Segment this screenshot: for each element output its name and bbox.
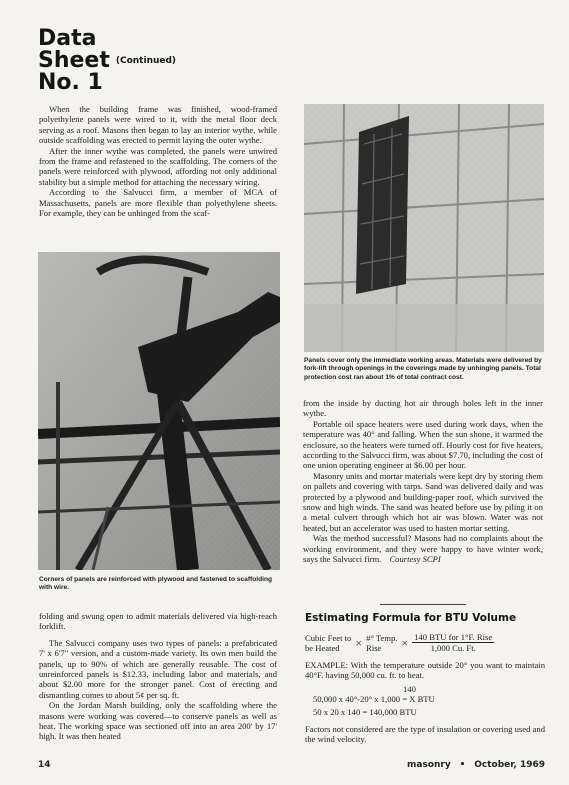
caption-right: Panels cover only the immediate working areas. Materials were delivered by fork-lift through openings in the coverings made by unhinging panels. Total protection cost ran about 1% of total contract cost. [304,357,542,381]
page-number: 14 [38,760,51,770]
footer-bullet: • [459,760,466,770]
fraction-numerator: 140 BTU for 1°F. Rise [414,632,493,642]
calc-line-1: 50,000 x 40°-20° x 1,000 = X BTU [313,694,435,705]
formula-term-1a: Cubic Feet to [305,632,352,643]
panels-photo [304,104,544,352]
col2-text [303,398,543,565]
title-line-3: No. 1 [38,70,103,95]
formula-term-2b: Rise [366,642,382,653]
paragraph [303,533,543,564]
scaffolding-photo [38,252,280,570]
calc-line-2: 50 x 20 x 140 = 140,000 BTU [313,707,417,718]
formula-fraction [412,632,494,654]
title-line-2: Sheet [38,48,110,73]
issue-date: October, 1969 [474,760,545,770]
scaffolding-illustration [38,252,280,570]
paragraph: When the building frame was finished, wood-framed polyethylene panels were wired to it, with the metal floor deck serving as a roof. Masons then began to lay an interior wythe, while outside scaffolding was erected to permit laying the outer wythe. [39,104,277,146]
caption-left: Corners of panels are reinforced with plywood and fastened to scaffolding with wire. [39,576,273,592]
times-symbol: × [355,635,363,650]
continued-label: (Continued) [115,56,177,66]
formula-term-2a: #° Temp. [366,632,398,643]
paragraph: After the inner wythe was completed, the panels were unwired from the frame and refastened to the scaffolding. The corners of the panels were reinforced with plywood, affording not only additional stability but a simple method for attaching the necessary wiring. [39,145,277,187]
formula-example: EXAMPLE: With the temperature outside 20° you want to maintain 40°F. having 50,000 cu. ft. to heat. [305,659,545,681]
paragraph: folding and swung open to admit materials delivered via high-reach forklift. [39,611,277,632]
formula-equation [305,632,545,654]
paragraph: from the inside by ducting hot air through holes left in the inner wythe. [303,398,543,419]
formula-note: Factors not considered are the type of insulation or covering used and the wind velocity. [305,723,545,745]
courtesy-credit: Courtesy SCPI [389,554,441,565]
col1-top-text [39,104,277,218]
formula-term-volume [305,633,351,654]
formula-term-temp [366,633,397,654]
paragraph: According to the Salvucci firm, a member of MCA of Massachusetts, panels are more flexible than polyethylene sheets. For example, they can be unhinged from the scaf- [39,187,277,219]
formula-title: Estimating Formula for BTU Volume [305,612,517,624]
title-line-2-row [38,50,176,72]
title-line-1: Data [38,26,97,51]
fraction-denominator: 1,000 Cu. Ft. [430,643,476,654]
formula-block [305,632,545,745]
col1-bottom-text [39,611,277,742]
formula-term-1b: be Heated [305,642,340,653]
paragraph: Portable oil space heaters were used during work days, when the temperature was 40° and falling. When the sun shone, it warmed the enclosure, so the heaters were turned off. Hourly cost for five heaters, according to the Salvucci firm, was about $7.70, including the cost of one union operating engineer at $6.00 per hour. [303,418,543,471]
footer-publication [407,760,545,770]
paragraph: The Salvucci company uses two types of panels: a prefabricated 7' x 6'7" version, and a custom-made variety. Its own men build the panels, up to 90% of which are generally reusable. The cost of unreinforced panels is $12.33, including labor and materials, and about $2.00 more for the stronger panel. Cost of erecting and dismantling comes to about 5¢ per sq. ft. [39,637,277,700]
section-divider [380,604,466,605]
paragraph: On the Jordan Marsh building, only the scaffolding where the masons were working was covered—to conserve panels as well as heat. The working space was sectioned off into an area 200' by 17' high. It was then heated [39,700,277,742]
magazine-name: masonry [407,760,451,770]
times-symbol: × [401,635,409,650]
page-title [38,28,176,94]
closing-paragraph: Was the method successful? Masons had no complaints about the working environment, and they were happy to have winter work, says the Salvucci firm. [303,533,543,565]
panels-illustration [304,104,544,352]
paragraph: Masonry units and mortar materials were kept dry by storing them on pallets and covering with tarps. Sand was delivered daily and was protected by a plywood and building-paper roof, which survived the snow and high winds. The sand was heated before use by piling it on a metal culvert through which hot air was blown. Water was not heated, but an accelerator was used to hasten mortar setting. [303,470,543,533]
calc-top: 140 [403,683,416,694]
